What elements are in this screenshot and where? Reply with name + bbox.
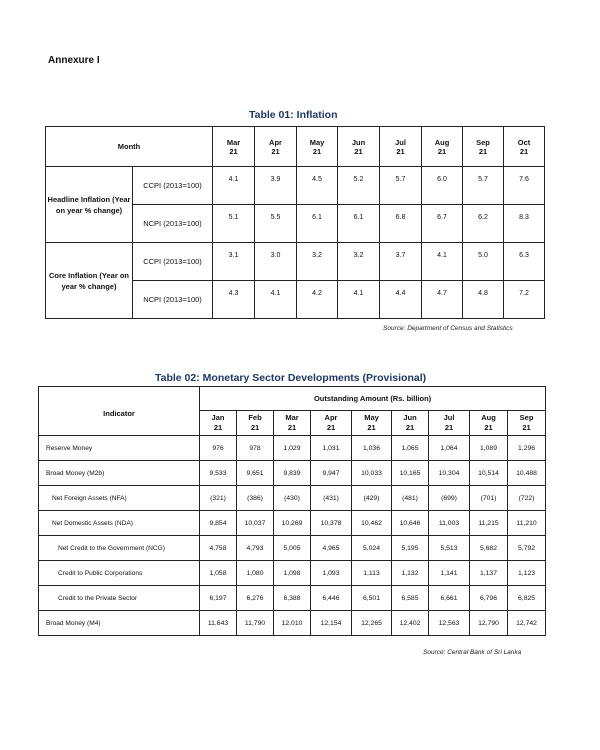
month-col-header: Aug 21: [470, 411, 508, 436]
inflation-value: 5.0: [463, 243, 504, 281]
month-col-header: May 21: [352, 411, 392, 436]
indicator-header: Indicator: [39, 387, 200, 436]
amount-value: 10,514: [470, 461, 508, 486]
inflation-value: 5.5: [255, 205, 297, 243]
monetary-table: [38, 386, 546, 636]
amount-value: 1,031: [311, 436, 352, 461]
month-col-header: Sep 21: [463, 127, 504, 167]
monetary-row: [39, 611, 546, 636]
inflation-value: 7.2: [504, 281, 545, 319]
indicator-label: Credit to the Private Sector: [39, 586, 200, 611]
inflation-value: 3.2: [338, 243, 380, 281]
inflation-value: 6.8: [380, 205, 422, 243]
table1-title: Table 01: Inflation: [249, 109, 338, 121]
amount-value: 6,197: [200, 586, 237, 611]
month-col-header: Feb 21: [237, 411, 274, 436]
price-index-label: NCPI (2013=100): [133, 205, 213, 243]
amount-value: (699): [429, 486, 470, 511]
indicator-label: Broad Money (M2b): [39, 461, 200, 486]
amount-value: 9,839: [274, 461, 311, 486]
amount-value: 12,402: [392, 611, 429, 636]
month-col-header: Jul 21: [380, 127, 422, 167]
amount-value: 12,790: [470, 611, 508, 636]
amount-value: (701): [470, 486, 508, 511]
inflation-row: [46, 167, 545, 205]
inflation-value: 4.1: [422, 243, 463, 281]
indicator-label: Net Foreign Assets (NFA): [39, 486, 200, 511]
month-col-header: Mar 21: [274, 411, 311, 436]
inflation-value: 5.2: [338, 167, 380, 205]
amount-value: 9,854: [200, 511, 237, 536]
indicator-label: Net Domestic Assets (NDA): [39, 511, 200, 536]
inflation-value: 4.7: [422, 281, 463, 319]
monetary-row: [39, 461, 546, 486]
table2-title: Table 02: Monetary Sector Developments (Provisional): [155, 372, 427, 384]
inflation-value: 6.7: [422, 205, 463, 243]
amount-value: 1,065: [392, 436, 429, 461]
amount-value: 1,058: [200, 561, 237, 586]
amount-value: 4,793: [237, 536, 274, 561]
monetary-row: [39, 486, 546, 511]
amount-value: 12,563: [429, 611, 470, 636]
price-index-label: NCPI (2013=100): [133, 281, 213, 319]
amount-value: 11,215: [470, 511, 508, 536]
price-index-label: CCPI (2013=100): [133, 243, 213, 281]
table1-header-row: [46, 127, 545, 167]
inflation-category: Headline Inflation (Year on year % change): [46, 167, 133, 243]
inflation-value: 4.4: [380, 281, 422, 319]
amount-value: 5,513: [429, 536, 470, 561]
amount-value: 1,029: [274, 436, 311, 461]
amount-value: 1,141: [429, 561, 470, 586]
inflation-value: 7.6: [504, 167, 545, 205]
amount-value: (722): [508, 486, 546, 511]
month-col-header: Oct 21: [504, 127, 545, 167]
indicator-label: Net Credit to the Government (NCG): [39, 536, 200, 561]
amount-value: 6,825: [508, 586, 546, 611]
month-col-header: Jun 21: [338, 127, 380, 167]
inflation-value: 5.1: [213, 205, 255, 243]
amount-value: 6,446: [311, 586, 352, 611]
amount-value: 12,010: [274, 611, 311, 636]
indicator-label: Credit to Public Corporations: [39, 561, 200, 586]
inflation-value: 4.3: [213, 281, 255, 319]
amount-value: 978: [237, 436, 274, 461]
inflation-value: 4.8: [463, 281, 504, 319]
inflation-value: 6.0: [422, 167, 463, 205]
amount-value: 10,033: [352, 461, 392, 486]
month-col-header: Jan 21: [200, 411, 237, 436]
month-col-header: Mar 21: [213, 127, 255, 167]
inflation-value: 4.1: [338, 281, 380, 319]
inflation-value: 6.1: [338, 205, 380, 243]
amount-value: 10,646: [392, 511, 429, 536]
amount-value: 4,758: [200, 536, 237, 561]
inflation-value: 4.1: [255, 281, 297, 319]
amount-value: (386): [237, 486, 274, 511]
inflation-value: 6.3: [504, 243, 545, 281]
inflation-row: [46, 243, 545, 281]
monetary-row: [39, 436, 546, 461]
amount-value: 11,643: [200, 611, 237, 636]
amount-value: 9,533: [200, 461, 237, 486]
amount-value: 5,024: [352, 536, 392, 561]
month-col-header: Jun 21: [392, 411, 429, 436]
amount-value: 10,165: [392, 461, 429, 486]
amount-value: (430): [274, 486, 311, 511]
amount-value: 11,210: [508, 511, 546, 536]
inflation-value: 4.1: [213, 167, 255, 205]
amount-value: 11,790: [237, 611, 274, 636]
amount-value: 1,123: [508, 561, 546, 586]
month-col-header: May 21: [297, 127, 338, 167]
month-col-header: Aug 21: [422, 127, 463, 167]
amount-value: 1,093: [311, 561, 352, 586]
amount-value: 976: [200, 436, 237, 461]
amount-value: 4,965: [311, 536, 352, 561]
amount-value: 6,276: [237, 586, 274, 611]
amount-value: 12,742: [508, 611, 546, 636]
inflation-value: 8.3: [504, 205, 545, 243]
amount-value: 1,080: [237, 561, 274, 586]
monetary-row: [39, 511, 546, 536]
amount-value: 9,651: [237, 461, 274, 486]
inflation-value: 3.7: [380, 243, 422, 281]
inflation-value: 6.2: [463, 205, 504, 243]
month-col-header: Jul 21: [429, 411, 470, 436]
annexure-heading: Annexure I: [48, 55, 100, 66]
inflation-value: 3.9: [255, 167, 297, 205]
monetary-row: [39, 536, 546, 561]
amount-value: 6,661: [429, 586, 470, 611]
amount-value: 12,265: [352, 611, 392, 636]
inflation-value: 5.7: [463, 167, 504, 205]
inflation-value: 3.1: [213, 243, 255, 281]
amount-value: 11,003: [429, 511, 470, 536]
price-index-label: CCPI (2013=100): [133, 167, 213, 205]
inflation-value: 3.2: [297, 243, 338, 281]
amount-value: (321): [200, 486, 237, 511]
month-col-header: Sep 21: [508, 411, 546, 436]
amount-value: (429): [352, 486, 392, 511]
inflation-value: 4.2: [297, 281, 338, 319]
table1-source: Source: Department of Census and Statistics: [383, 325, 513, 332]
inflation-value: 6.1: [297, 205, 338, 243]
inflation-category: Core Inflation (Year on year % change): [46, 243, 133, 319]
month-col-header: Apr 21: [255, 127, 297, 167]
inflation-table: [45, 126, 545, 319]
amount-value: 1,098: [274, 561, 311, 586]
amount-value: 1,296: [508, 436, 546, 461]
amount-value: 5,005: [274, 536, 311, 561]
amount-value: 10,304: [429, 461, 470, 486]
amount-value: 10,269: [274, 511, 311, 536]
amount-value: 10,488: [508, 461, 546, 486]
monetary-row: [39, 561, 546, 586]
amount-value: 1,064: [429, 436, 470, 461]
indicator-label: Broad Money (M4): [39, 611, 200, 636]
inflation-value: 3.0: [255, 243, 297, 281]
amount-value: 6,585: [392, 586, 429, 611]
amount-value: 6,501: [352, 586, 392, 611]
amount-value: 9,947: [311, 461, 352, 486]
amount-value: 12,154: [311, 611, 352, 636]
amount-value: 10,378: [311, 511, 352, 536]
amount-value: 1,137: [470, 561, 508, 586]
amount-value: 1,036: [352, 436, 392, 461]
amount-value: 6,796: [470, 586, 508, 611]
table2-header-row: [39, 387, 546, 411]
inflation-value: 5.7: [380, 167, 422, 205]
amount-value: 10,462: [352, 511, 392, 536]
amount-value: 6,388: [274, 586, 311, 611]
amount-value: 5,682: [470, 536, 508, 561]
amount-value: 1,113: [352, 561, 392, 586]
inflation-value: 4.5: [297, 167, 338, 205]
indicator-label: Reserve Money: [39, 436, 200, 461]
amount-value: 5,792: [508, 536, 546, 561]
table2-source: Source: Central Bank of Sri Lanka: [423, 649, 522, 656]
amount-value: 10,037: [237, 511, 274, 536]
month-header: Month: [46, 127, 213, 167]
amount-value: (481): [392, 486, 429, 511]
amount-value: (431): [311, 486, 352, 511]
month-col-header: Apr 21: [311, 411, 352, 436]
amount-value: 5,195: [392, 536, 429, 561]
outstanding-header: Outstanding Amount (Rs. billion): [200, 387, 546, 411]
amount-value: 1,132: [392, 561, 429, 586]
monetary-row: [39, 586, 546, 611]
amount-value: 1,089: [470, 436, 508, 461]
